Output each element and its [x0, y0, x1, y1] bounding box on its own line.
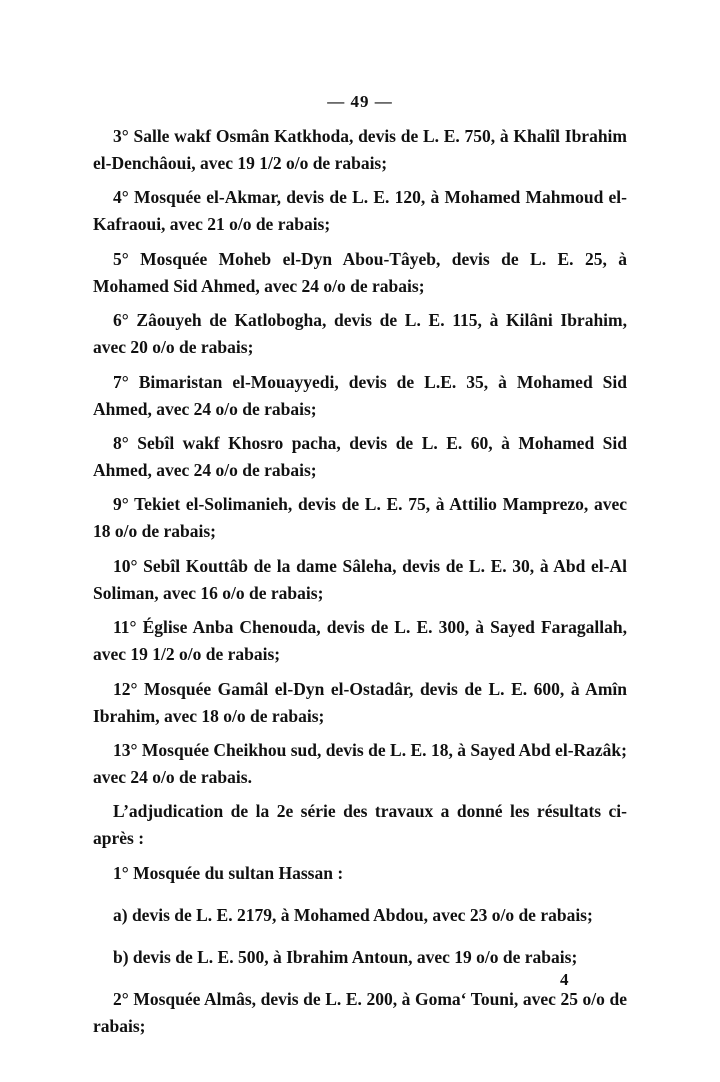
paragraph-item-12: 12° Mosquée Gamâl el-Dyn el-Ostadâr, devis de L. E. 600, à Amîn Ibrahim, avec 18 o/o de rabais; — [93, 678, 627, 726]
paragraph-series-2-item-2: 2° Mosquée Almâs, devis de L. E. 200, à Goma‘ Touni, avec 25 o/o de rabais; — [93, 988, 627, 1036]
paragraph-item-4: 4° Mosquée el-Akmar, devis de L. E. 120, à Mohamed Mahmoud el-Kafraoui, avec 21 o/o de rabais; — [93, 187, 627, 235]
paragraph-item-3: 3° Salle wakf Osmân Katkhoda, devis de L. E. 750, à Khalîl Ibrahim el-Denchâoui, avec 19 1/2 o/o de rabais; — [93, 126, 627, 173]
page-number: — 49 — — [327, 92, 393, 111]
signature-mark: 4 — [560, 970, 569, 989]
paragraph-series-2-item-1b: b) devis de L. E. 500, à Ibrahim Antoun, avec 19 o/o de rabais; — [113, 946, 578, 967]
paragraph-series-2-item-1: 1° Mosquée du sultan Hassan : — [113, 862, 344, 883]
paragraph-item-5: 5° Mosquée Moheb el-Dyn Abou-Tâyeb, devis de L. E. 25, à Mohamed Sid Ahmed, avec 24 o/o de rabais; — [93, 248, 627, 296]
paragraph-item-8: 8° Sebîl wakf Khosro pacha, devis de L. E. 60, à Mohamed Sid Ahmed, avec 24 o/o de rabais; — [93, 432, 627, 480]
paragraph-series-intro: L’adjudication de la 2e série des travaux a donné les résultats ci-après : — [93, 801, 627, 849]
paragraph-series-2-item-1a: a) devis de L. E. 2179, à Mohamed Abdou, avec 23 o/o de rabais; — [113, 904, 593, 925]
body-text — [93, 123, 627, 1047]
paragraph-item-7: 7° Bimaristan el-Mouayyedi, devis de L.E. 35, à Mohamed Sid Ahmed, avec 24 o/o de rabais; — [93, 371, 627, 419]
paragraph-item-10: 10° Sebîl Kouttâb de la dame Sâleha, devis de L. E. 30, à Abd el-Al Soliman, avec 16 o/o de rabais; — [93, 555, 627, 603]
paragraph-item-9: 9° Tekiet el-Solimanieh, devis de L. E. 75, à Attilio Mamprezo, avec 18 o/o de rabais; — [93, 494, 627, 542]
paragraph-item-11: 11° Église Anba Chenouda, devis de L. E. 300, à Sayed Faragallah, avec 19 1/2 o/o de rabais; — [93, 617, 627, 665]
paragraph-item-6: 6° Zâouyeh de Katlobogha, devis de L. E. 115, à Kilâni Ibrahim, avec 20 o/o de rabais; — [93, 310, 627, 358]
paragraph-item-13: 13° Mosquée Cheikhou sud, devis de L. E. 18, à Sayed Abd el-Razâk; avec 24 o/o de rabais. — [93, 739, 627, 787]
